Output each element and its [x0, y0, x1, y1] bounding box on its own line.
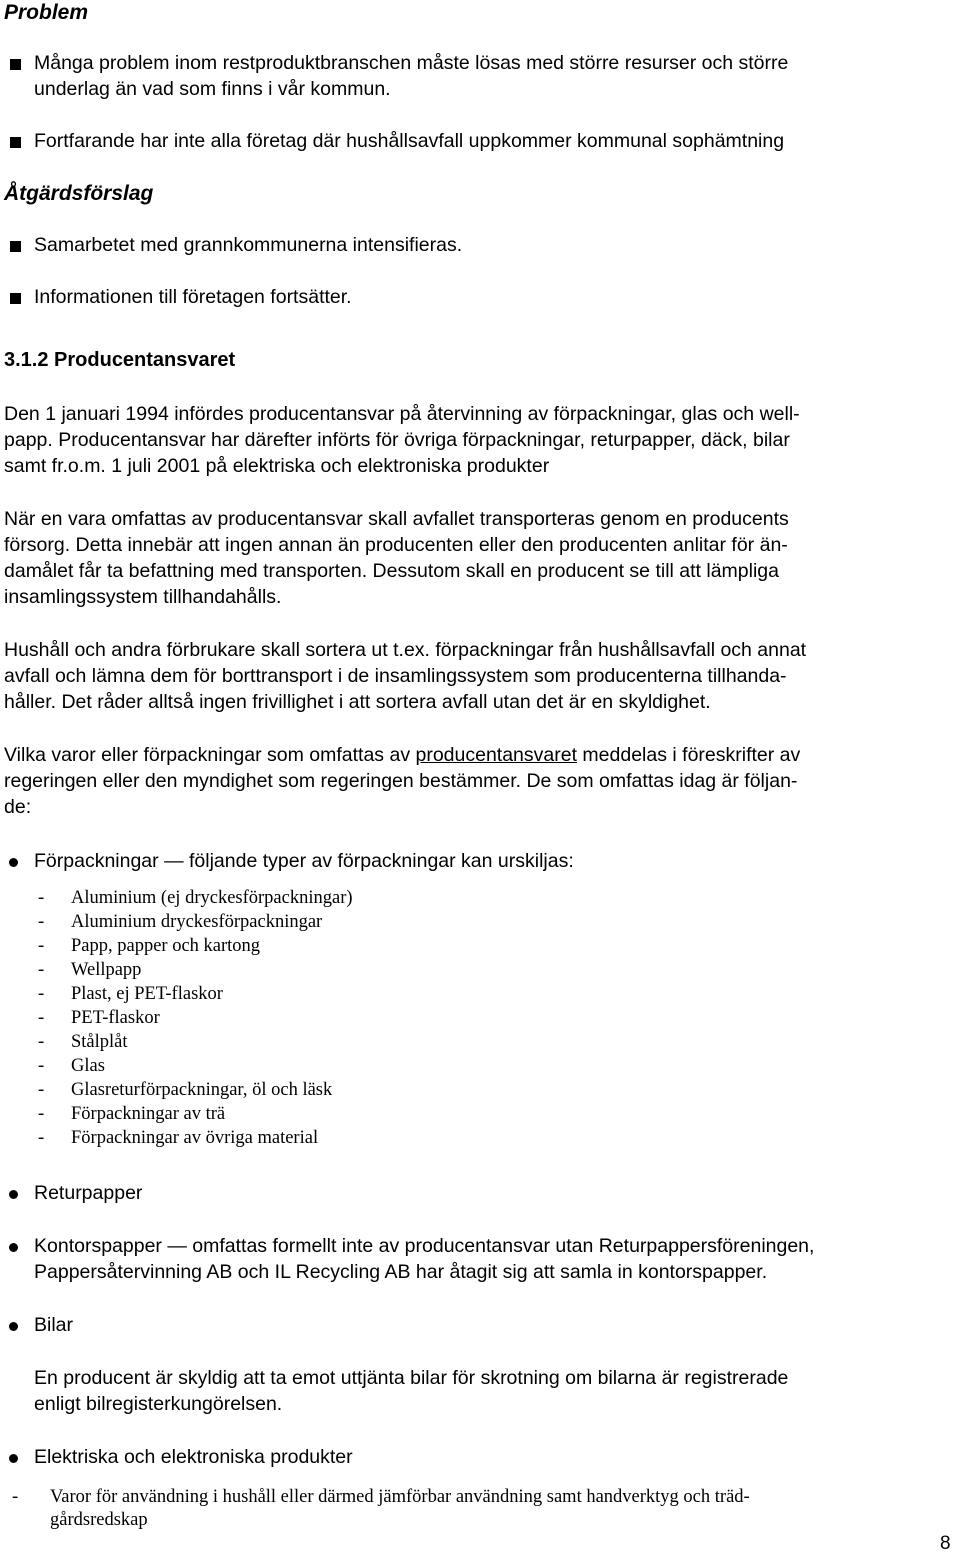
list-item-text: Aluminium (ej dryckesförpackningar) — [71, 888, 353, 908]
problem-heading: Problem — [4, 1, 89, 24]
dash: - — [38, 888, 45, 908]
problem-bullet-1-line-2: underlag än vad som finns i vår kommun. — [34, 78, 391, 100]
returpapper-item: Returpapper — [34, 1182, 143, 1204]
atgard-heading: Åtgärdsförslag — [4, 182, 154, 205]
section-heading: 3.1.2 Producentansvaret — [4, 349, 236, 371]
list-item-text: Glas — [71, 1056, 105, 1076]
dash: - — [38, 960, 45, 980]
varor-line-2: gårdsredskap — [50, 1510, 148, 1530]
p2-line-1: När en vara omfattas av producentansvar skall avfallet transporteras genom en producents — [4, 508, 789, 530]
p2-line-3: damålet får ta befattning med transporten. Dessutom skall en producent se till att lämpliga — [4, 560, 779, 582]
p3-line-3: håller. Det råder alltså ingen frivillighet i att sortera avfall utan det är en skyldighet. — [4, 691, 711, 713]
round-bullet-icon — [9, 1454, 18, 1463]
list-item-text: Papp, papper och kartong — [71, 936, 261, 956]
list-item-text: Förpackningar av trä — [71, 1104, 226, 1124]
page-number: 8 — [940, 1533, 951, 1554]
bilar-text-line-2: enligt bilregisterkungörelsen. — [34, 1393, 283, 1415]
kontorspapper-line-1: Kontorspapper — omfattas formellt inte av producentansvar utan Returpappersföreningen, — [34, 1235, 815, 1257]
forpackningar-item: Förpackningar — följande typer av förpackningar kan urskiljas: — [34, 850, 574, 872]
p4-pre: Vilka varor eller förpackningar som omfattas av — [4, 744, 416, 766]
p4-line-1 — [4, 742, 956, 769]
varor-text-1: Varor för användning i hushåll eller därmed jämförbar användning samt handverktyg och träd- — [50, 1487, 750, 1507]
dash: - — [38, 1104, 45, 1124]
dash: - — [38, 936, 45, 956]
atgard-bullet-2: Informationen till företagen fortsätter. — [34, 286, 352, 308]
dash: - — [38, 1080, 45, 1100]
p4-line-2: regeringen eller den myndighet som regeringen bestämmer. De som omfattas idag är följan- — [4, 770, 798, 792]
p3-line-2: avfall och lämna dem för borttransport i de insamlingssystem som producenterna tillhanda- — [4, 665, 787, 687]
bilar-item: Bilar — [34, 1314, 74, 1336]
list-item-text: Wellpapp — [71, 960, 142, 980]
p3-line-1: Hushåll och andra förbrukare skall sortera ut t.ex. förpackningar från hushållsavfall och annat — [4, 639, 807, 661]
list-item-text: Glasreturförpackningar, öl och läsk — [71, 1080, 333, 1100]
p4-line-3: de: — [4, 796, 32, 818]
p4-post: meddelas i föreskrifter av — [577, 744, 801, 766]
round-bullet-icon — [9, 858, 18, 867]
dash: - — [38, 1008, 45, 1028]
list-item-text: Plast, ej PET-flaskor — [71, 984, 223, 1004]
p2-line-2: försorg. Detta innebär att ingen annan än producenten eller den producenten anlitar för än- — [4, 534, 788, 556]
problem-bullet-1-line-1: Många problem inom restproduktbranschen måste lösas med större resurser och större — [34, 52, 789, 74]
square-bullet-icon — [10, 137, 21, 148]
round-bullet-icon — [9, 1243, 18, 1252]
list-item-text: PET-flaskor — [71, 1008, 160, 1028]
dash: - — [38, 1128, 45, 1148]
dash: - — [38, 912, 45, 932]
list-item-text: Stålplåt — [71, 1032, 128, 1052]
kontorspapper-line-2: Pappersåtervinning AB och IL Recycling AB har åtagit sig att samla in kontorspapper. — [34, 1261, 768, 1283]
round-bullet-icon — [9, 1322, 18, 1331]
dash: - — [38, 1056, 45, 1076]
p2-line-4: insamlingssystem tillhandahålls. — [4, 586, 282, 608]
atgard-bullet-1: Samarbetet med grannkommunerna intensifieras. — [34, 234, 463, 256]
dash: - — [38, 1032, 45, 1052]
bilar-text-line-1: En producent är skyldig att ta emot uttjänta bilar för skrotning om bilarna är registrerade — [34, 1367, 789, 1389]
dash: - — [38, 984, 45, 1004]
square-bullet-icon — [10, 59, 21, 70]
dash: - — [12, 1487, 19, 1507]
producentansvaret-link[interactable]: producentansvaret — [415, 744, 578, 766]
p1-line-2: papp. Producentansvar har därefter införts för övriga förpackningar, returpapper, däck, bilar — [4, 429, 790, 451]
p1-line-3: samt fr.o.m. 1 juli 2001 på elektriska och elektroniska produkter — [4, 455, 550, 477]
round-bullet-icon — [9, 1190, 18, 1199]
list-item-text: Förpackningar av övriga material — [71, 1128, 319, 1148]
square-bullet-icon — [10, 241, 21, 252]
list-item-text: Aluminium dryckesförpackningar — [71, 912, 323, 932]
elektriska-item: Elektriska och elektroniska produkter — [34, 1446, 353, 1468]
problem-bullet-2: Fortfarande har inte alla företag där hushållsavfall uppkommer kommunal sophämtning — [34, 130, 785, 152]
square-bullet-icon — [10, 293, 21, 304]
p1-line-1: Den 1 januari 1994 infördes producentansvar på återvinning av förpackningar, glas och well- — [4, 403, 800, 425]
